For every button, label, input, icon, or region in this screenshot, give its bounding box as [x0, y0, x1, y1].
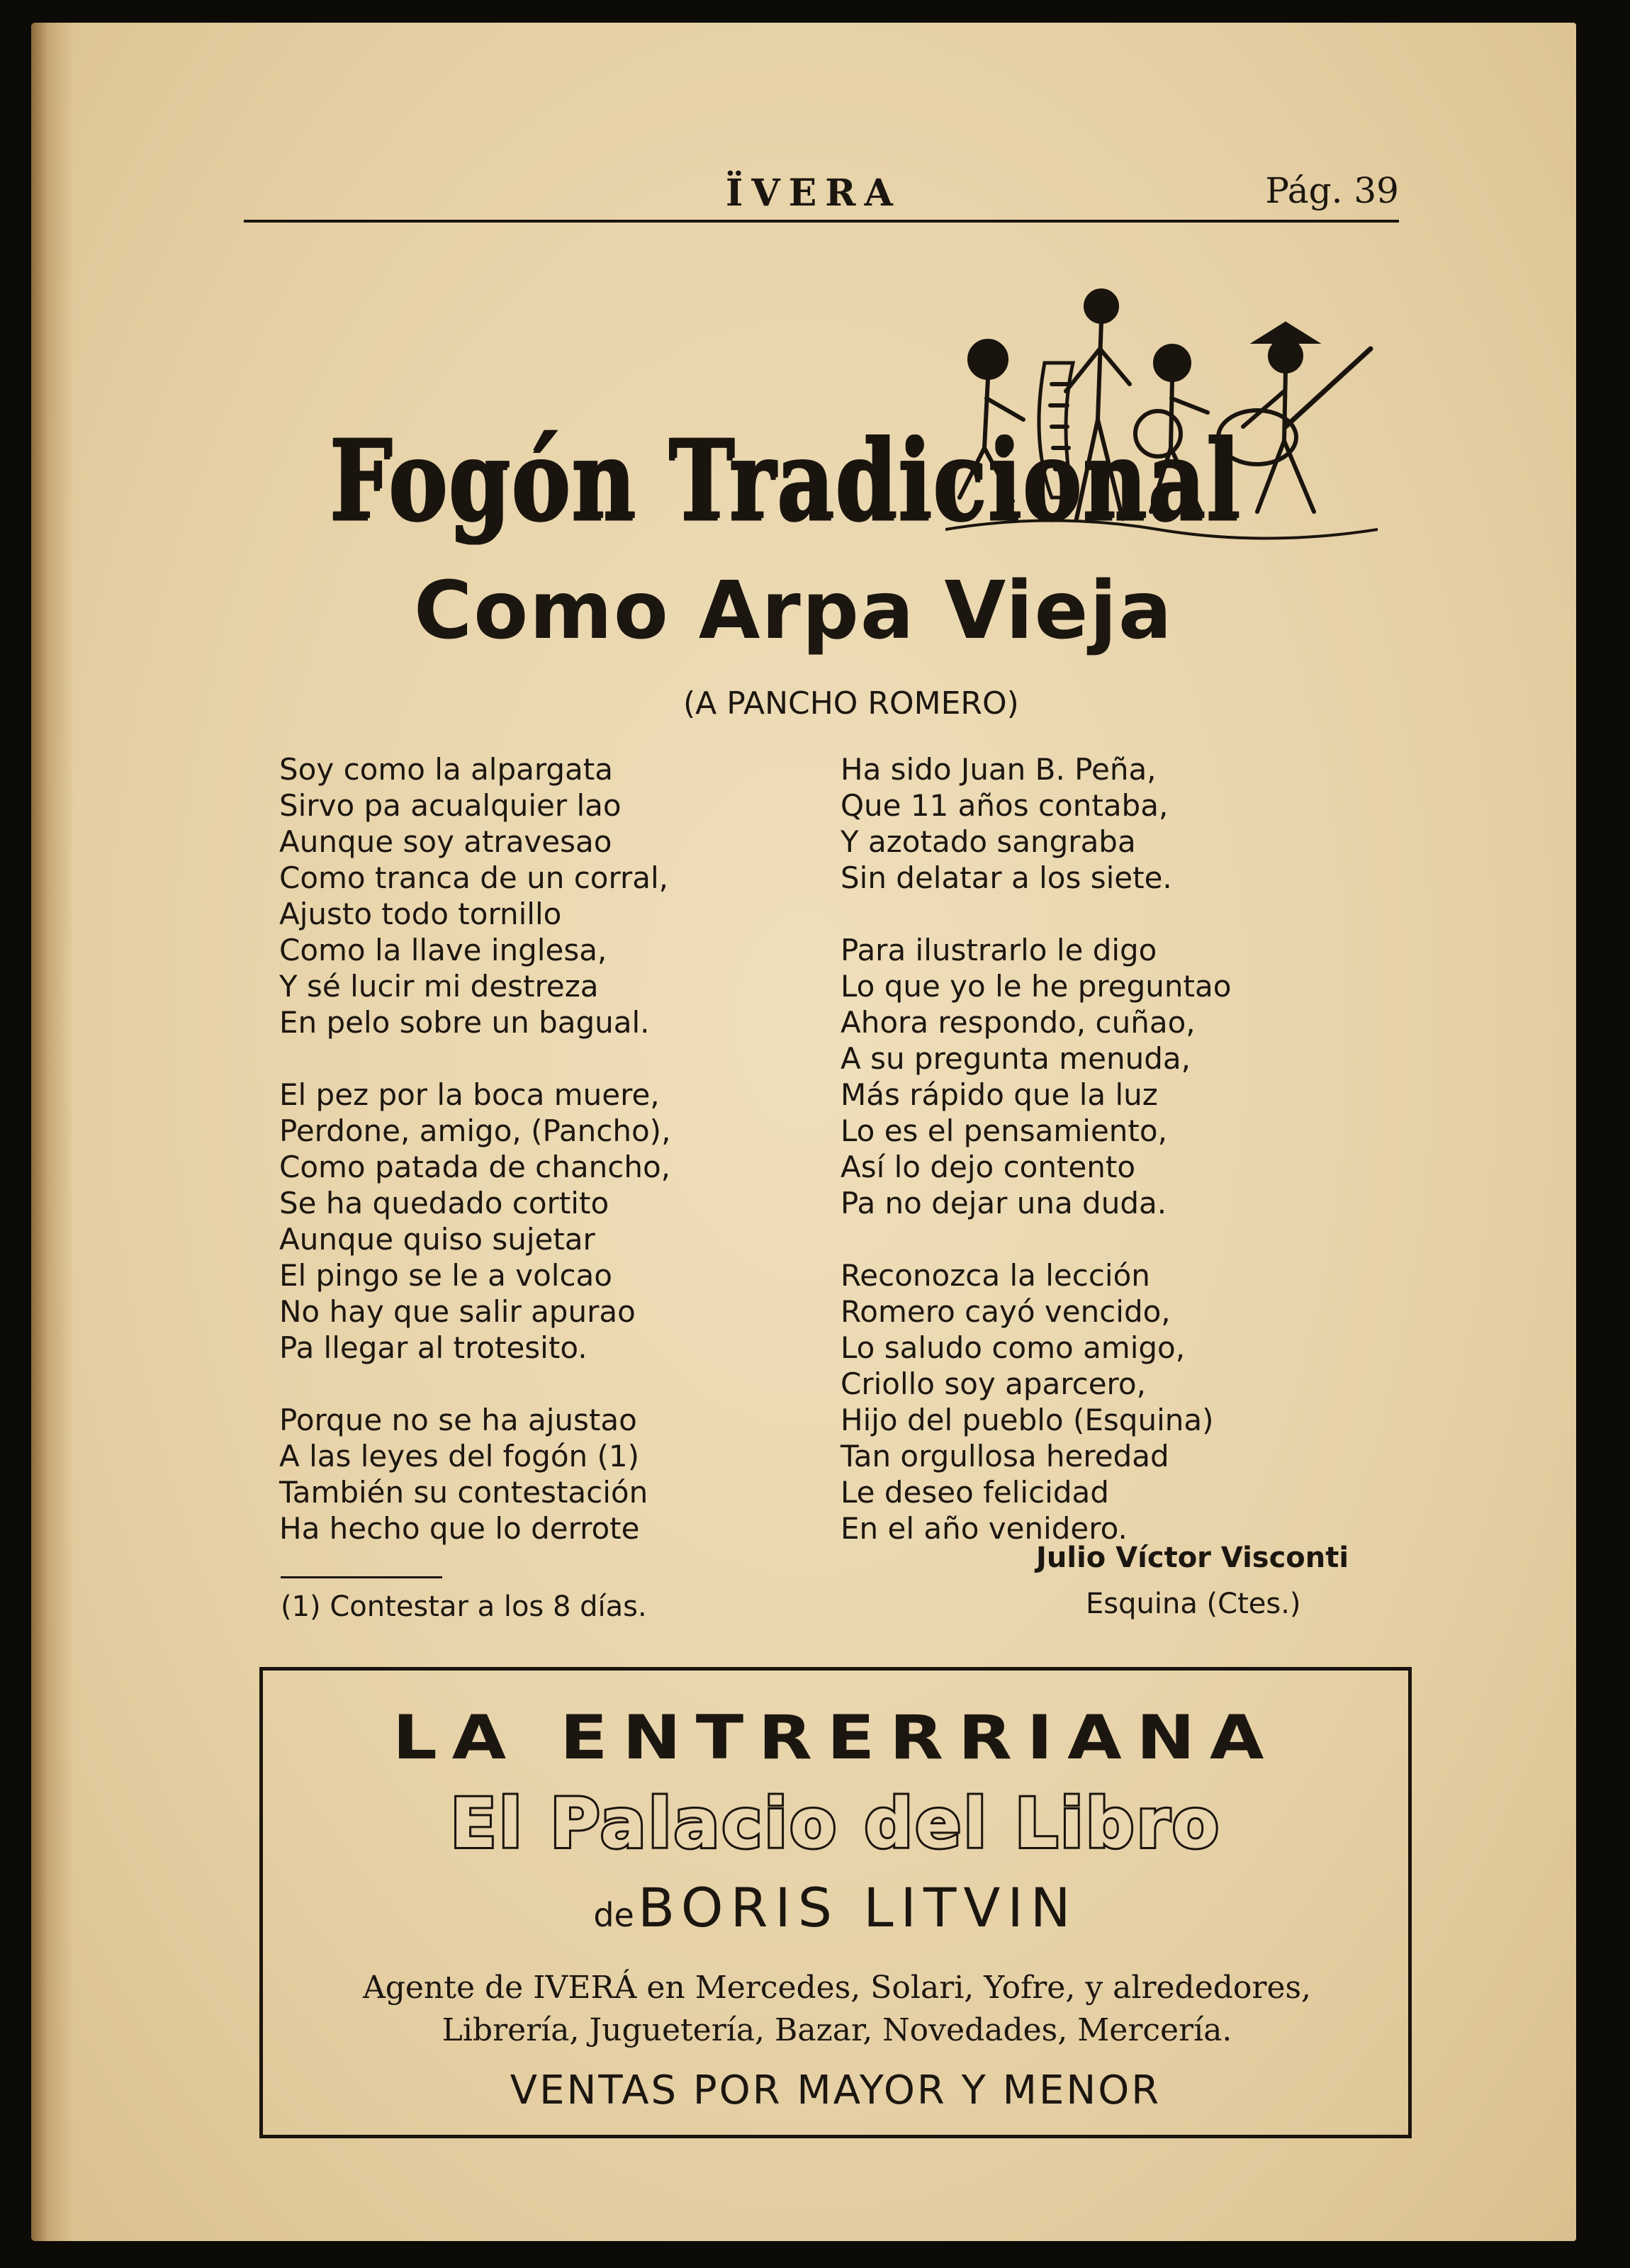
poem-line: En el año venidero.: [841, 1511, 1128, 1546]
poem-stanza: [279, 1402, 818, 1546]
poem-line: Lo saludo como amigo,: [841, 1330, 1186, 1365]
poem-line: A su pregunta menuda,: [841, 1041, 1191, 1076]
poem-left-column: [279, 751, 818, 1583]
poem-line: Pa no dejar una duda.: [841, 1186, 1167, 1220]
poem-line: Que 11 años contaba,: [841, 788, 1169, 823]
ad-sales-line: VENTAS POR MAYOR Y MENOR: [510, 2067, 1162, 2113]
poem-line: Lo que yo le he preguntao: [841, 969, 1232, 1004]
section-title: Fogón Tradicional: [329, 416, 1241, 545]
poem-line: A las leyes del fogón (1): [279, 1439, 639, 1473]
poem-line: El pingo se le a volcao: [279, 1258, 612, 1293]
magazine-page: [31, 23, 1576, 2241]
ad-description: Agente de IVERÁ en Mercedes, Solari, Yofre, y alrededores, Librería, Juguetería, Bazar, Novedades, Mercería.: [362, 1970, 1312, 2048]
poem-line: Y azotado sangraba: [841, 824, 1136, 859]
poem-place: Esquina (Ctes.): [1086, 1588, 1301, 1620]
poem-stanza: [279, 1077, 818, 1366]
poem-line: Ahora respondo, cuñao,: [841, 1005, 1196, 1040]
page-spine-shadow: [31, 23, 74, 2241]
poem-line: Se ha quedado cortito: [279, 1186, 609, 1220]
poem-line: Como la llave inglesa,: [279, 933, 607, 967]
poem-line: Sirvo pa acualquier lao: [279, 788, 622, 823]
poem-line: Aunque quiso sujetar: [279, 1222, 595, 1257]
poem-line: En pelo sobre un bagual.: [279, 1005, 650, 1040]
poem-line: Ha hecho que lo derrote: [279, 1511, 640, 1546]
poem-title: Como Arpa Vieja: [414, 565, 1174, 657]
poem-line: Como patada de chancho,: [279, 1150, 671, 1184]
poem-line: También su contestación: [279, 1475, 648, 1510]
poem-line: Hijo del pueblo (Esquina): [841, 1403, 1214, 1437]
poem-line: Perdone, amigo, (Pancho),: [279, 1113, 671, 1148]
header-rule: [244, 220, 1399, 223]
ad-store-name: LA ENTRERRIANA: [392, 1702, 1279, 1773]
poem-line: Y sé lucir mi destreza: [279, 969, 599, 1004]
poem-stanza: [279, 751, 818, 1040]
poem-right-column: [841, 751, 1393, 1583]
footnote: (1) Contestar a los 8 días.: [281, 1590, 647, 1623]
poem-line: Así lo dejo contento: [841, 1150, 1136, 1184]
poem-line: Ajusto todo tornillo: [279, 897, 562, 931]
poem-line: Le deseo felicidad: [841, 1475, 1109, 1510]
poem-line: Criollo soy aparcero,: [841, 1366, 1146, 1401]
poem-line: Romero cayó vencido,: [841, 1294, 1171, 1329]
running-head: [244, 152, 1399, 223]
poem-line: No hay que salir apurao: [279, 1294, 636, 1329]
footnote-rule: [281, 1576, 442, 1578]
poem-stanza: [841, 932, 1393, 1221]
poem-line: Aunque soy atravesao: [279, 824, 612, 859]
poem-line: Para ilustrarlo le digo: [841, 933, 1157, 967]
bookstore-advertisement: [259, 1667, 1412, 2138]
poem-line: Reconozca la lección: [841, 1258, 1150, 1293]
ad-owner-line: [263, 1876, 1408, 1939]
poem-line: Ha sido Juan B. Peña,: [841, 752, 1157, 787]
poem-line: Porque no se ha ajustao: [279, 1403, 637, 1437]
magazine-title: ÏVERA: [726, 172, 901, 215]
poem-line: Tan orgullosa heredad: [841, 1439, 1169, 1473]
poem-line: Como tranca de un corral,: [279, 860, 669, 895]
poem-line: Sin delatar a los siete.: [841, 860, 1172, 895]
page-number: Pág. 39: [1265, 170, 1399, 211]
poem-stanza: [841, 751, 1393, 896]
poem-line: Lo es el pensamiento,: [841, 1113, 1167, 1148]
poem-line: Soy como la alpargata: [279, 752, 614, 787]
poem-stanza: [841, 1257, 1393, 1546]
ad-owner-prefix: de: [593, 1896, 634, 1934]
poem-line: El pez por la boca muere,: [279, 1077, 660, 1112]
poem-author: Julio Víctor Visconti: [1036, 1542, 1349, 1574]
ad-subtitle: El Palacio del Libro: [450, 1784, 1221, 1863]
poem-dedication: (A PANCHO ROMERO): [683, 685, 1019, 722]
poem-line: Más rápido que la luz: [841, 1077, 1158, 1112]
poem-line: Pa llegar al trotesito.: [279, 1330, 588, 1365]
ad-owner-name: BORIS LITVIN: [637, 1876, 1078, 1939]
